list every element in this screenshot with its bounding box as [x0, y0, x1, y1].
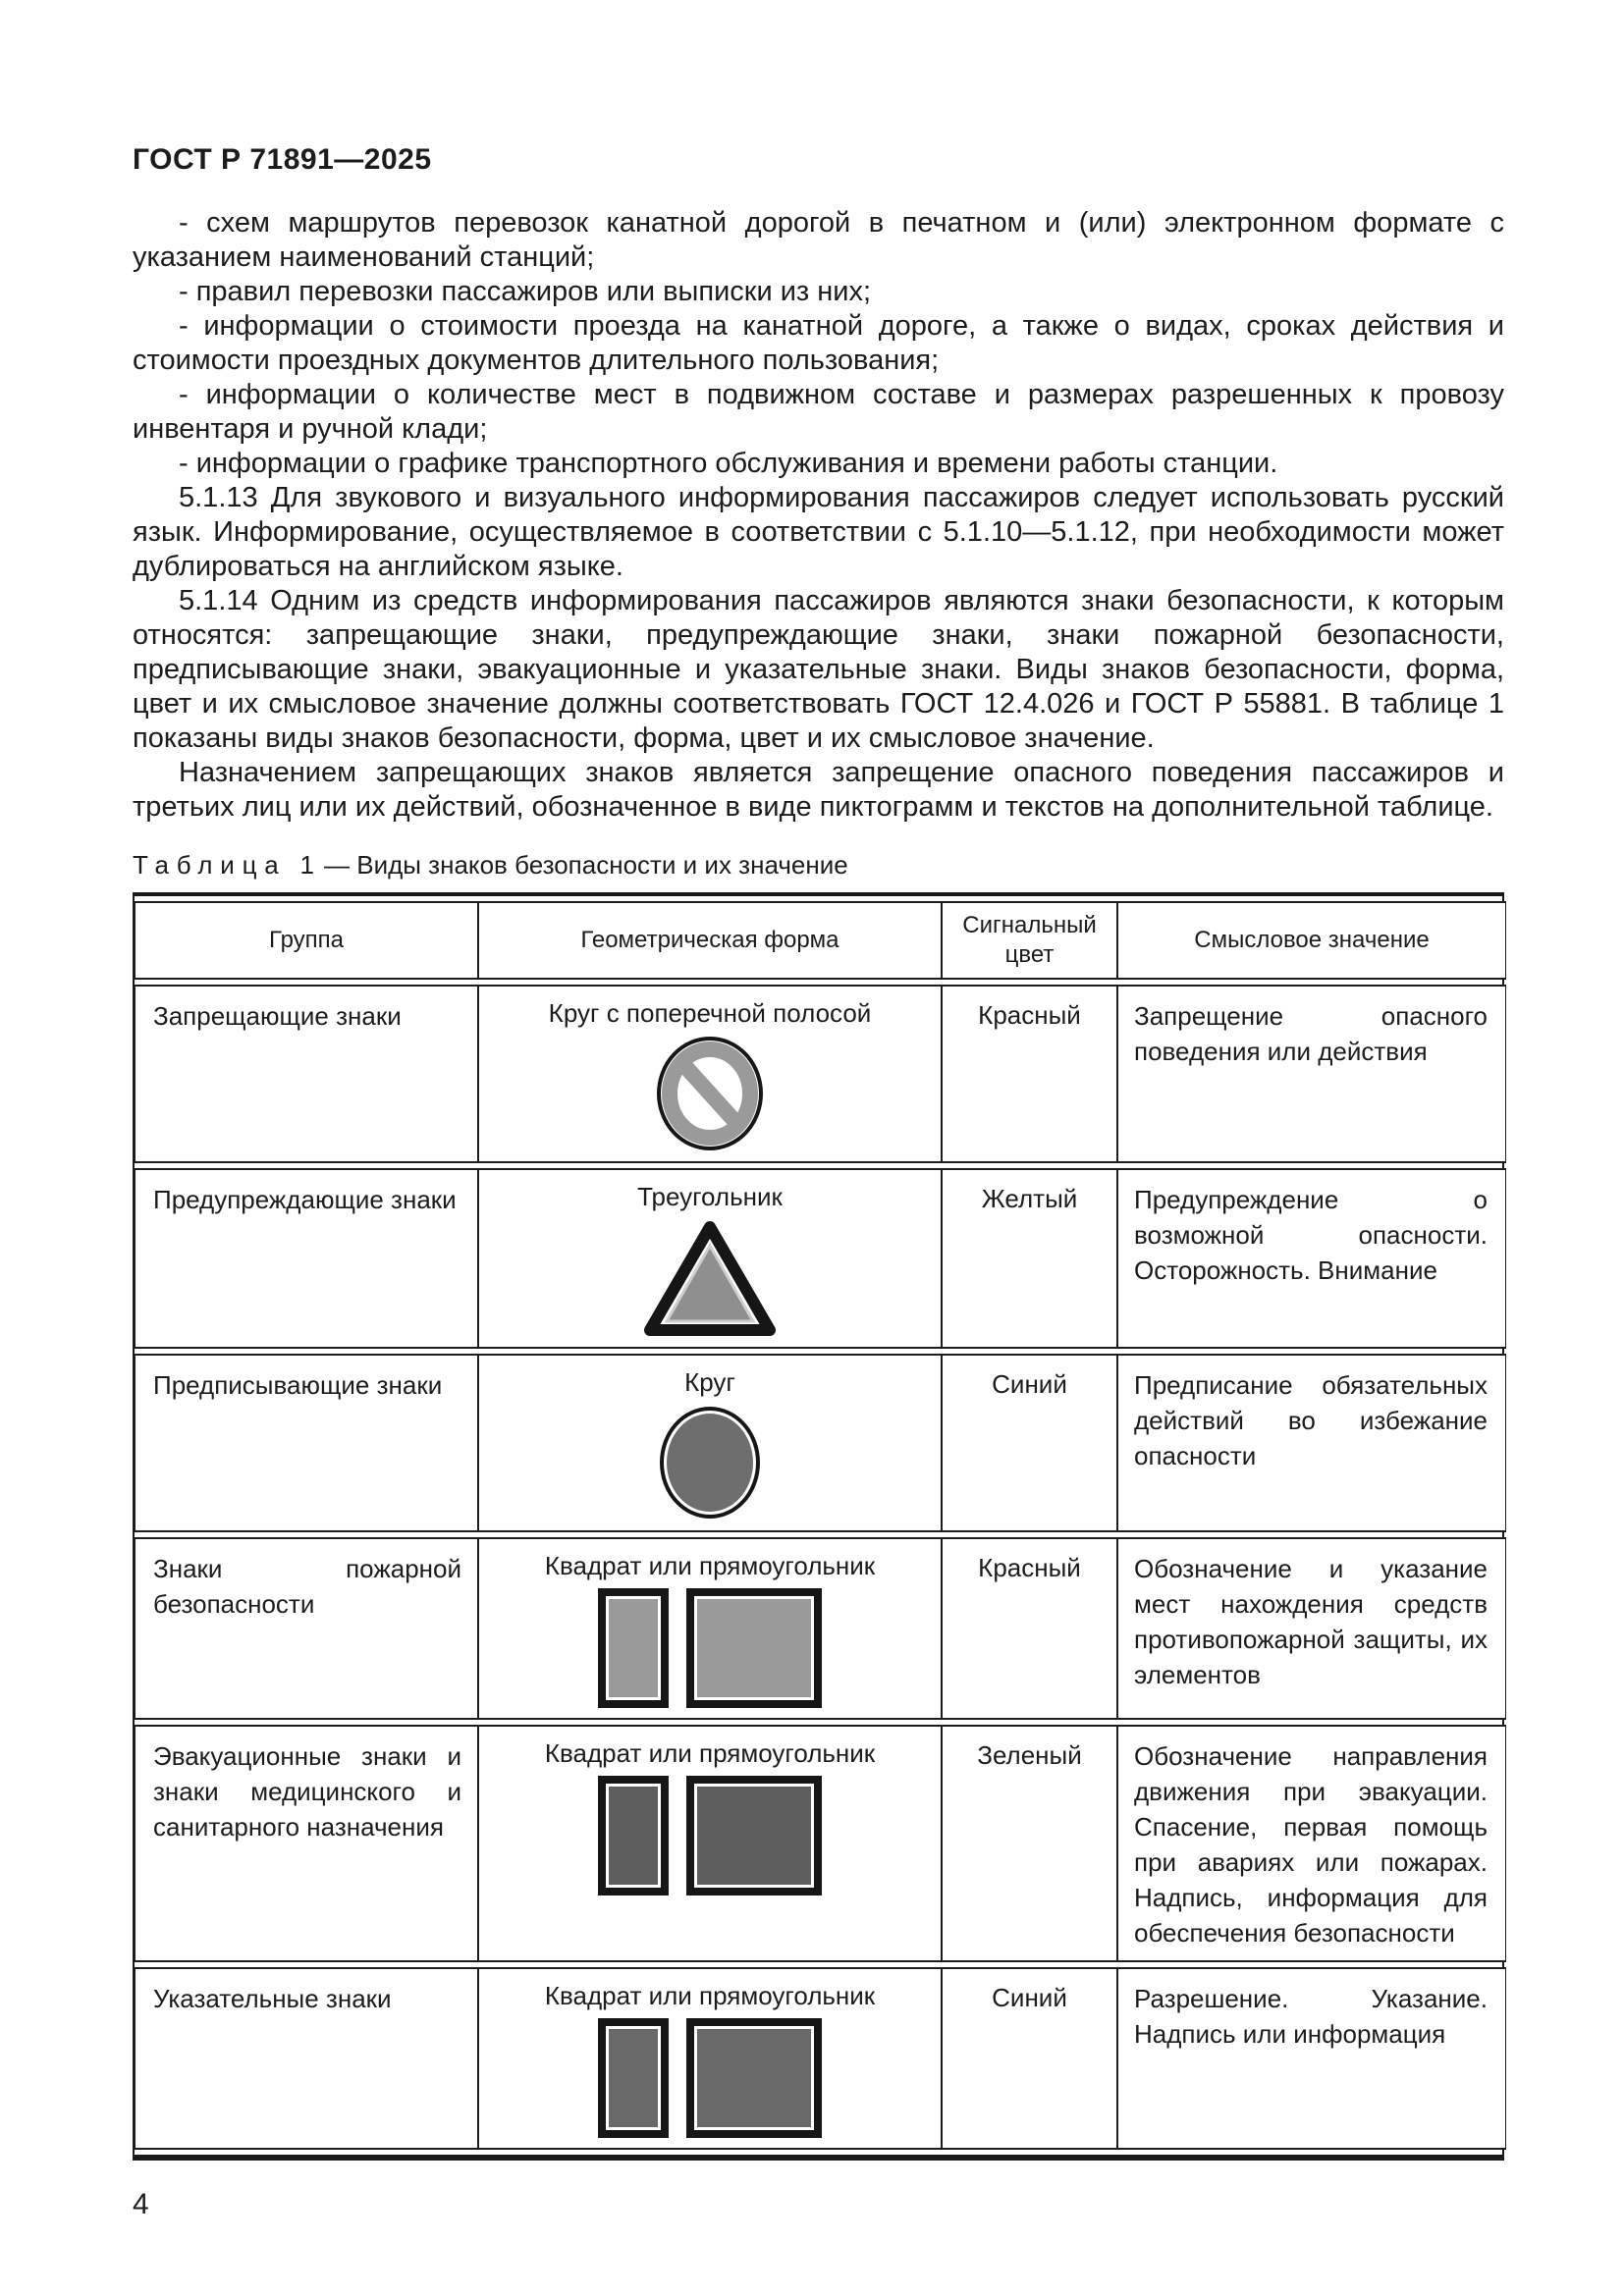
shape-label: Квадрат или прямоугольник	[544, 1551, 876, 1580]
shape-label: Квадрат или прямоугольник	[544, 1981, 876, 2010]
shape-label: Квадрат или прямоугольник	[544, 1738, 876, 1768]
paragraph: - информации о стоимости проезда на канатной дороге, а также о видах, сроках действия и стоимости проездных документов длительного пользования;	[133, 310, 1504, 376]
column-header-0: Группа	[135, 901, 478, 980]
meaning-cell	[1117, 1354, 1506, 1532]
group-cell	[135, 985, 478, 1163]
group-label: Указательные знаки	[153, 1984, 392, 2013]
square-icon	[598, 2018, 669, 2138]
warning-triangle-icon	[644, 1219, 776, 1337]
paragraph: Назначением запрещающих знаков является запрещение опасного поведения пассажиров и третьих лиц или их действий, обозначенное в виде пиктограмм и текстов на дополнительной таблице.	[133, 757, 1504, 823]
table-caption-number: 1	[299, 850, 315, 880]
signal-color-label: Синий	[992, 1983, 1067, 2012]
signal-color-label: Синий	[992, 1369, 1067, 1399]
group-label: Предупреждающие знаки	[153, 1185, 457, 1214]
table-caption	[133, 850, 1504, 881]
signal-color-cell	[942, 1725, 1117, 1962]
paragraph: - правил перевозки пассажиров или выписки из них;	[179, 276, 872, 307]
shape-cell	[478, 1967, 942, 2150]
column-header-2: Сигнальный цвет	[942, 901, 1117, 980]
shape-cell	[478, 1537, 942, 1720]
signal-color-cell	[942, 1354, 1117, 1532]
group-label: Эвакуационные знаки и знаки медицинского и санитарного назначения	[153, 1741, 461, 1842]
table-row	[135, 985, 1506, 1163]
signal-color-label: Желтый	[981, 1184, 1078, 1213]
shape-label: Круг с поперечной полосой	[548, 998, 872, 1028]
meaning-text: Запрещение опасного поведения или действия	[1134, 1001, 1488, 1066]
meaning-text: Разрешение. Указание. Надпись или информация	[1134, 1984, 1488, 2049]
page-number: 4	[133, 2188, 149, 2220]
group-cell	[135, 1354, 478, 1532]
table-row	[135, 1354, 1506, 1532]
column-header-3: Смысловое значение	[1117, 901, 1506, 980]
paragraph: - информации о графике транспортного обслуживания и времени работы станции.	[179, 448, 1278, 479]
safety-signs-table	[135, 896, 1506, 2155]
meaning-cell	[1117, 1168, 1506, 1349]
square-icon	[598, 1588, 669, 1708]
signal-color-cell	[942, 1967, 1117, 2150]
meaning-cell	[1117, 1967, 1506, 2150]
signal-color-cell	[942, 1537, 1117, 1720]
meaning-text: Обозначение и указание мест нахождения средств противопожарной защиты, их элементов	[1134, 1554, 1488, 1689]
signal-color-cell	[942, 1168, 1117, 1349]
group-cell	[135, 1537, 478, 1720]
table-header-row	[135, 901, 1506, 980]
rectangle-icon	[686, 1588, 822, 1708]
square-rectangle-pair	[598, 2018, 822, 2138]
group-cell	[135, 1725, 478, 1962]
signal-color-label: Красный	[978, 1553, 1081, 1582]
mandatory-circle-icon	[658, 1405, 762, 1521]
square-rectangle-pair	[598, 1588, 822, 1708]
meaning-text: Предупреждение о возможной опасности. Осторожность. Внимание	[1134, 1185, 1488, 1285]
shape-label: Треугольник	[637, 1182, 783, 1211]
shape-cell	[478, 1725, 942, 1962]
meaning-cell	[1117, 1725, 1506, 1962]
paragraph: - схем маршрутов перевозок канатной дорогой в печатном и (или) электронном формате с указанием наименований станций;	[133, 207, 1504, 273]
table-row	[135, 1537, 1506, 1720]
signal-color-label: Красный	[978, 1000, 1081, 1030]
square-icon	[598, 1776, 669, 1896]
group-cell	[135, 1168, 478, 1349]
meaning-text: Обозначение направления движения при эвакуации. Спасение, первая помощь при авариях или пожарах. Надпись, информация для обеспечения безопасности	[1134, 1741, 1488, 1948]
group-label: Запрещающие знаки	[153, 1001, 402, 1031]
paragraph: 5.1.13 Для звукового и визуального информирования пассажиров следует использовать русский язык. Информирование, осуществляемое в соответствии с 5.1.10—5.1.12, при необходимости может дублироваться на английском языке.	[133, 482, 1504, 582]
group-label: Предписывающие знаки	[153, 1370, 443, 1400]
group-label: Знаки пожарной безопасности	[153, 1554, 461, 1619]
document-header: ГОСТ Р 71891—2025	[133, 143, 432, 176]
meaning-cell	[1117, 1537, 1506, 1720]
table-row	[135, 1725, 1506, 1962]
column-header-1: Геометрическая форма	[478, 901, 942, 980]
rectangle-icon	[686, 1776, 822, 1896]
shape-label: Круг	[684, 1367, 735, 1397]
square-rectangle-pair	[598, 1776, 822, 1896]
shape-cell	[478, 1168, 942, 1349]
shape-cell	[478, 1354, 942, 1532]
signal-color-label: Зеленый	[977, 1740, 1082, 1770]
rectangle-icon	[686, 2018, 822, 2138]
table-row	[135, 1967, 1506, 2150]
group-cell	[135, 1967, 478, 2150]
shape-cell	[478, 985, 942, 1163]
safety-signs-table-frame	[133, 892, 1504, 2161]
body-paragraphs	[133, 206, 1504, 825]
signal-color-cell	[942, 985, 1117, 1163]
paragraph: - информации о количестве мест в подвижном составе и размерах разрешенных к провозу инвентаря и ручной клади;	[133, 379, 1504, 445]
meaning-cell	[1117, 985, 1506, 1163]
meaning-text: Предписание обязательных действий во избежание опасности	[1134, 1370, 1488, 1470]
table-caption-word: Таблица	[133, 850, 287, 880]
paragraph: 5.1.14 Одним из средств информирования пассажиров являются знаки безопасности, к которым относятся: запрещающие знаки, предупреждающие знаки, знаки пожарной безопасности, предписывающие знаки, эвакуационные и указательные знаки. Виды знаков безопасности, форма, цвет и их смысловое значение должны соответствовать ГОСТ 12.4.026 и ГОСТ Р 55881. В таблице 1 показаны виды знаков безопасности, форма, цвет и их смысловое значение.	[133, 585, 1504, 754]
prohibition-sign-icon	[656, 1036, 764, 1151]
table-body	[135, 985, 1506, 2150]
table-caption-text: — Виды знаков безопасности и их значение	[324, 850, 848, 880]
table-row	[135, 1168, 1506, 1349]
